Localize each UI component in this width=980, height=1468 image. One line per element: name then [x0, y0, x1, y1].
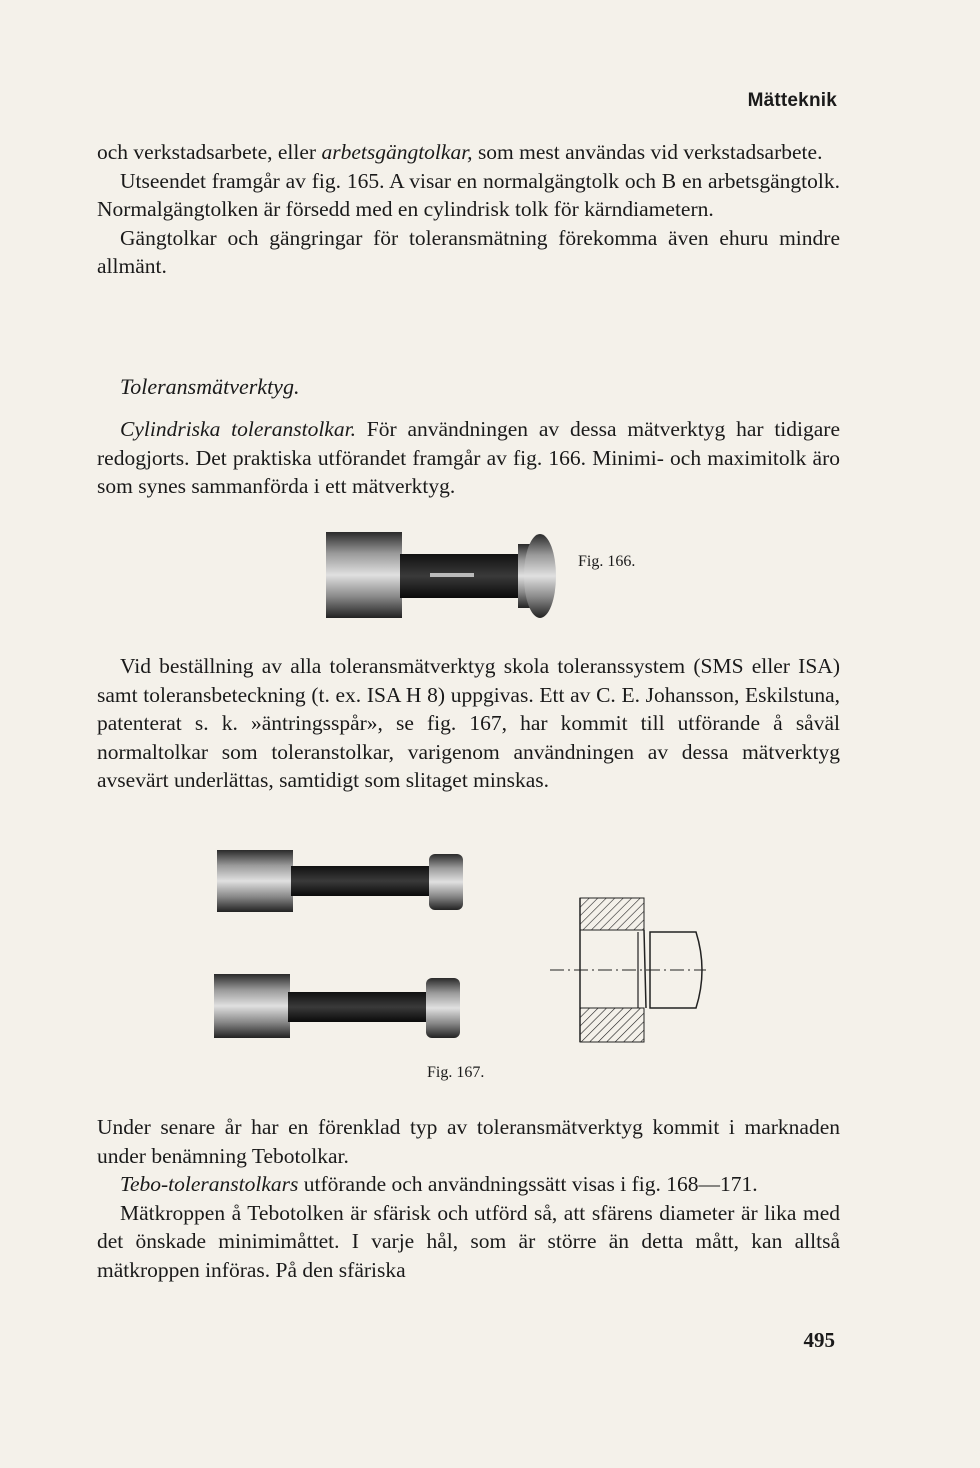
paragraph-3: Gängtolkar och gängringar för toleransmätning förekomma även ehuru mindre allmänt. — [97, 225, 840, 278]
figure-167-gauge-top — [215, 846, 465, 916]
middle-text — [97, 415, 840, 501]
paragraph-8: Mätkroppen å Tebotolken är sfärisk och utförd så, att sfärens diameter är lika med det önskade minimimåttet. I varje hål, som är större än detta mått, kan alltså mätkroppen införas. På den sfäriska — [97, 1200, 840, 1282]
paragraph-5-block — [97, 652, 840, 795]
italic-term: Tebo-toleranstolkars — [120, 1172, 299, 1196]
paragraph-5: Vid beställning av alla toleransmätverktyg skola toleranssystem (SMS eller ISA) samt toleransbeteckning (t. ex. ISA H 8) uppgivas. Ett av C. E. Johansson, Eskilstuna, patenterat s. k. »äntringsspår», se fig. 167, har kommit till utförande å såväl normaltolkar som toleranstolkar, varigenom användningen av dessa mätverktyg avsevärt underlättas, samtidigt som slitaget minskas. — [97, 654, 840, 792]
figure-166-caption: Fig. 166. — [578, 553, 636, 570]
paragraph-1: och verkstadsarbete, eller arbetsgängtolkar, som mest användas vid verkstadsarbete. — [97, 140, 823, 164]
italic-term: Cylindriska toleranstolkar. — [120, 417, 356, 441]
section-heading: Toleransmätverktyg. — [120, 374, 300, 399]
paragraph-7: Tebo-toleranstolkars utförande och användningssätt visas i fig. 168—171. — [120, 1172, 758, 1196]
italic-term: arbetsgängtolkar, — [321, 140, 473, 164]
running-header: Mätteknik — [747, 90, 837, 111]
paragraph-4: Cylindriska toleranstolkar. För användningen av dessa mätverktyg har tidigare redogjorts. Det praktiska utförandet framgår av fig. 166. Minimi- och maximitolk äro som synes sammanförda i ett mätverktyg. — [97, 417, 840, 498]
figure-166-image — [322, 524, 562, 624]
top-text — [97, 138, 840, 281]
figure-167-caption: Fig. 167. — [427, 1064, 485, 1081]
figure-167-gauge-bottom — [212, 970, 462, 1042]
paragraph-6: Under senare år har en förenklad typ av toleransmätverktyg kommit i marknaden under benämning Tebotolkar. — [97, 1115, 840, 1168]
page-number: 495 — [803, 1328, 835, 1352]
figure-167-section-drawing — [546, 890, 716, 1050]
paragraph-2: Utseendet framgår av fig. 165. A visar en normalgängtolk och B en arbetsgängtolk. Normalgängtolken är försedd med en cylindrisk tolk för kärndiametern. — [97, 168, 840, 221]
bottom-text — [97, 1113, 840, 1284]
